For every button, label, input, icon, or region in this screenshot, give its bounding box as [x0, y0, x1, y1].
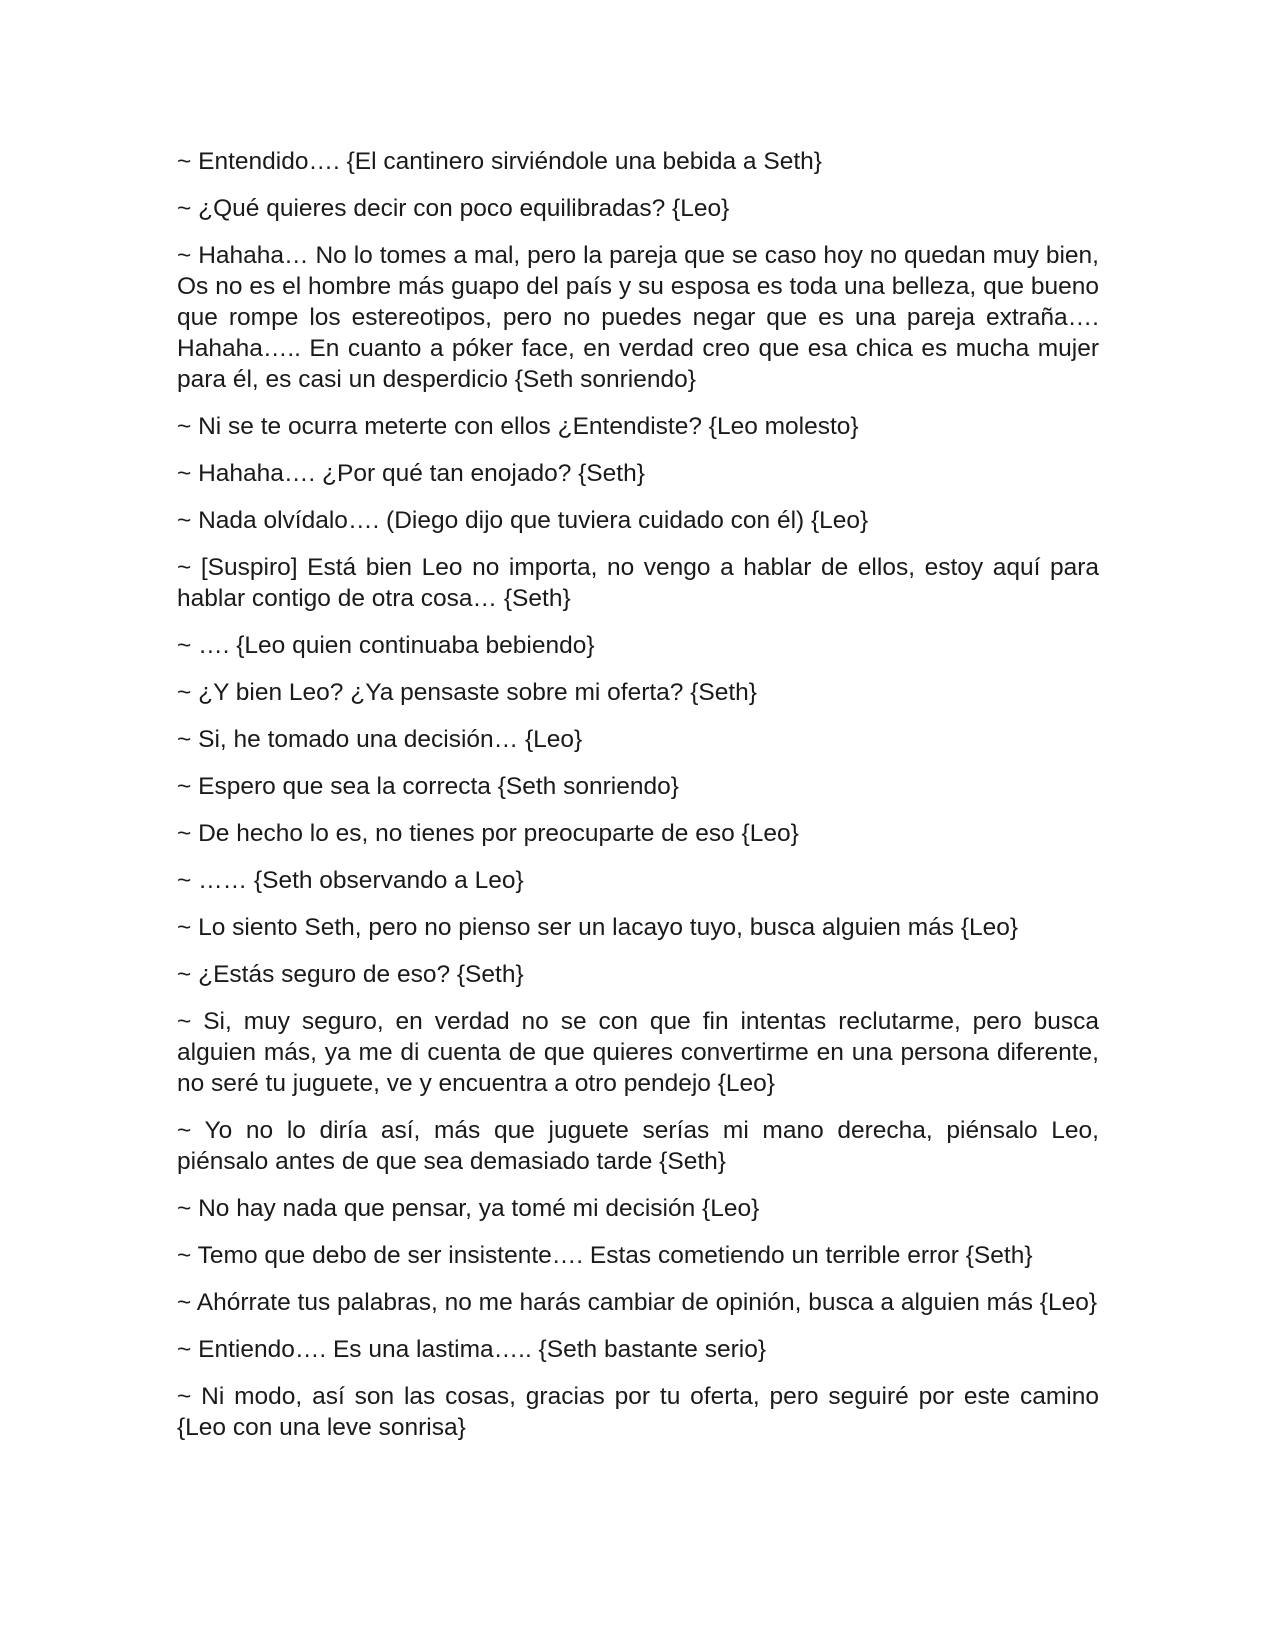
dialogue-line-21: ~ Entiendo…. Es una lastima….. {Seth bastante serio}	[177, 1336, 767, 1363]
dialogue-line-5: ~ Hahaha…. ¿Por qué tan enojado? {Seth}	[177, 460, 645, 487]
dialogue-line-22: ~ Ni modo, así son las cosas, gracias por tu oferta, pero seguiré por este camino {Leo con una leve sonrisa}	[177, 1383, 1099, 1441]
dialogue-line-6: ~ Nada olvídalo…. (Diego dijo que tuviera cuidado con él) {Leo}	[177, 507, 869, 534]
dialogue-line-14: ~ Lo siento Seth, pero no pienso ser un lacayo tuyo, busca alguien más {Leo}	[177, 914, 1019, 941]
dialogue-line-19: ~ Temo que debo de ser insistente…. Estas cometiendo un terrible error {Seth}	[177, 1242, 1033, 1269]
dialogue-line-7: ~ [Suspiro] Está bien Leo no importa, no vengo a hablar de ellos, estoy aquí para hablar contigo de otra cosa… {Seth}	[177, 554, 1099, 612]
dialogue-line-10: ~ Si, he tomado una decisión… {Leo}	[177, 726, 583, 753]
document-page	[177, 146, 1099, 1459]
dialogue-line-13: ~ …… {Seth observando a Leo}	[177, 867, 524, 894]
dialogue-line-4: ~ Ni se te ocurra meterte con ellos ¿Entendiste? {Leo molesto}	[177, 413, 859, 440]
dialogue-line-9: ~ ¿Y bien Leo? ¿Ya pensaste sobre mi oferta? {Seth}	[177, 679, 757, 706]
dialogue-line-18: ~ No hay nada que pensar, ya tomé mi decisión {Leo}	[177, 1195, 760, 1222]
dialogue-line-16: ~ Si, muy seguro, en verdad no se con que fin intentas reclutarme, pero busca alguien más, ya me di cuenta de que quieres convertirme en una persona diferente, no seré tu juguete, ve y encuentra a otro pendejo {Leo}	[177, 1008, 1099, 1097]
dialogue-line-17: ~ Yo no lo diría así, más que juguete serías mi mano derecha, piénsalo Leo, piénsalo antes de que sea demasiado tarde {Seth}	[177, 1117, 1099, 1175]
dialogue-line-11: ~ Espero que sea la correcta {Seth sonriendo}	[177, 773, 679, 800]
dialogue-line-1: ~ Entendido…. {El cantinero sirviéndole una bebida a Seth}	[177, 148, 822, 175]
dialogue-line-12: ~ De hecho lo es, no tienes por preocuparte de eso {Leo}	[177, 820, 799, 847]
dialogue-line-15: ~ ¿Estás seguro de eso? {Seth}	[177, 961, 524, 988]
dialogue-line-3: ~ Hahaha… No lo tomes a mal, pero la pareja que se caso hoy no quedan muy bien, Os no es el hombre más guapo del país y su esposa es toda una belleza, que bueno que rompe los estereotipos, pero no puedes negar que es una pareja extraña…. Hahaha….. En cuanto a póker face, en verdad creo que esa chica es mucha mujer para él, es casi un desperdicio {Seth sonriendo}	[177, 242, 1099, 393]
dialogue-line-8: ~ …. {Leo quien continuaba bebiendo}	[177, 632, 595, 659]
dialogue-line-20: ~ Ahórrate tus palabras, no me harás cambiar de opinión, busca a alguien más {Leo}	[177, 1289, 1098, 1316]
dialogue-line-2: ~ ¿Qué quieres decir con poco equilibradas? {Leo}	[177, 195, 730, 222]
